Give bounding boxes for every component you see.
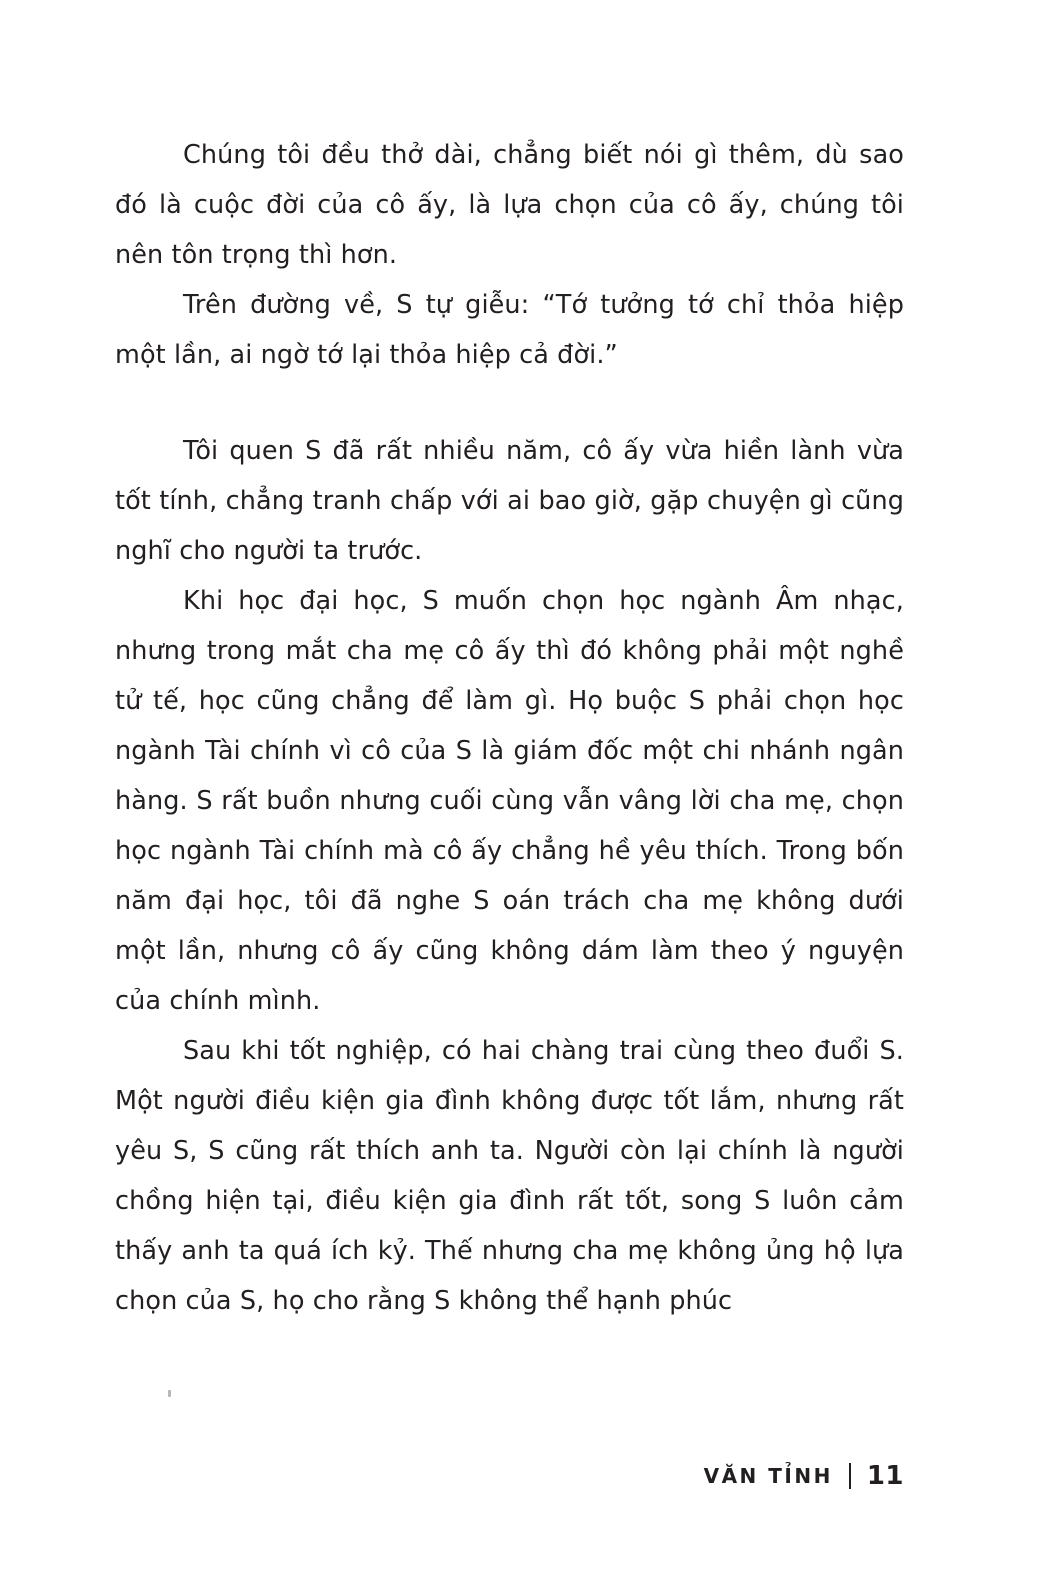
page-body (115, 130, 904, 1326)
footer-book-title: VĂN TỈNH (703, 1464, 833, 1488)
paragraph: Tôi quen S đã rất nhiều năm, cô ấy vừa hiền lành vừa tốt tính, chẳng tranh chấp với ai bao giờ, gặp chuyện gì cũng nghĩ cho người ta trước. (115, 436, 904, 566)
footer-divider (849, 1463, 851, 1489)
paragraph: Trên đường về, S tự giễu: “Tớ tưởng tớ chỉ thỏa hiệp một lần, ai ngờ tớ lại thỏa hiệp cả đời.” (115, 290, 904, 370)
paragraph: Chúng tôi đều thở dài, chẳng biết nói gì thêm, dù sao đó là cuộc đời của cô ấy, là lựa chọn của cô ấy, chúng tôi nên tôn trọng thì hơn. (115, 140, 904, 270)
page-footer (115, 1461, 904, 1491)
footer-page-number: 11 (866, 1461, 904, 1491)
paragraph: Sau khi tốt nghiệp, có hai chàng trai cùng theo đuổi S. Một người điều kiện gia đình không được tốt lắm, nhưng rất yêu S, S cũng rất thích anh ta. Người còn lại chính là người chồng hiện tại, điều kiện gia đình rất tốt, song S luôn cảm thấy anh ta quá ích kỷ. Thế nhưng cha mẹ không ủng hộ lựa chọn của S, họ cho rằng S không thể hạnh phúc (115, 1036, 904, 1316)
paragraph: Khi học đại học, S muốn chọn học ngành Âm nhạc, nhưng trong mắt cha mẹ cô ấy thì đó không phải một nghề tử tế, học cũng chẳng để làm gì. Họ buộc S phải chọn học ngành Tài chính vì cô của S là giám đốc một chi nhánh ngân hàng. S rất buồn nhưng cuối cùng vẫn vâng lời cha mẹ, chọn học ngành Tài chính mà cô ấy chẳng hề yêu thích. Trong bốn năm đại học, tôi đã nghe S oán trách cha mẹ không dưới một lần, nhưng cô ấy cũng không dám làm theo ý nguyện của chính mình. (115, 586, 904, 1016)
paragraph-spacer (115, 380, 904, 426)
page-speck (168, 1390, 171, 1397)
